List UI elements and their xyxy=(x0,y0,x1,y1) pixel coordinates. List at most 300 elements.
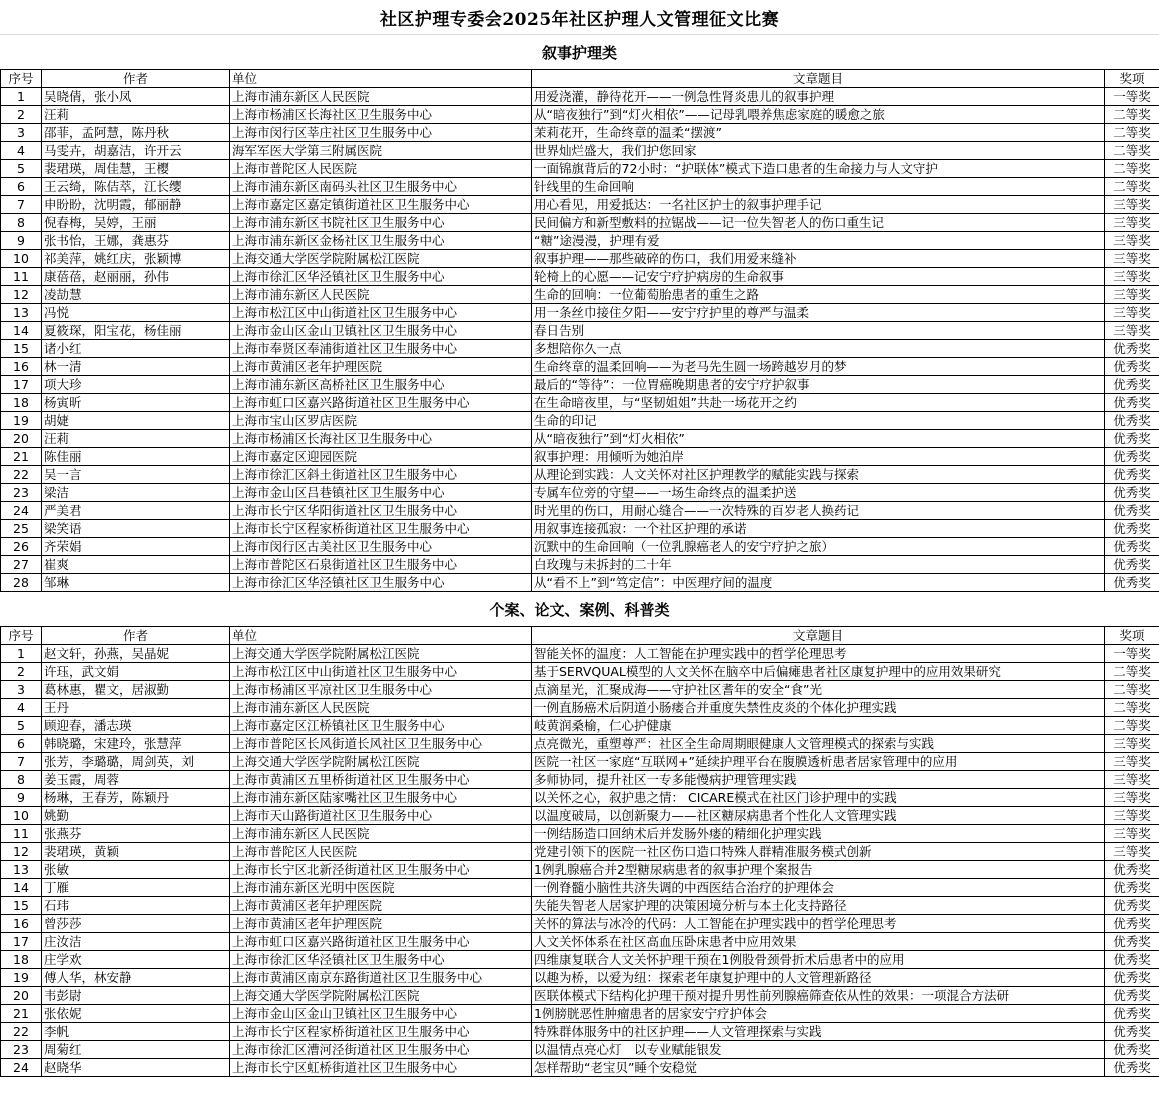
cell-unit: 上海市浦东新区光明中医医院 xyxy=(230,879,532,897)
cell-unit: 上海市长宁区北新泾街道社区卫生服务中心 xyxy=(230,861,532,879)
cell-unit: 上海市浦东新区人民医院 xyxy=(230,825,532,843)
cell-award: 优秀奖 xyxy=(1105,951,1159,969)
cell-award: 二等奖 xyxy=(1105,663,1159,681)
cell-author: 韦彭尉 xyxy=(42,987,230,1005)
cell-author: 傅人华，林安静 xyxy=(42,969,230,987)
cell-unit: 上海市松江区中山街道社区卫生服务中心 xyxy=(230,663,532,681)
table-row xyxy=(1,699,1159,717)
cell-author: 顾迎春，潘志瑛 xyxy=(42,717,230,735)
cell-award: 三等奖 xyxy=(1105,250,1159,268)
cell-author: 吴晓倩，张小凤 xyxy=(42,88,230,106)
cell-index: 2 xyxy=(1,663,42,681)
cell-author: 陈佳丽 xyxy=(42,448,230,466)
cell-index: 16 xyxy=(1,915,42,933)
table-row xyxy=(1,1059,1159,1077)
cell-unit: 上海交通大学医学院附属松江医院 xyxy=(230,753,532,771)
cell-article-title: 一例直肠癌术后阴道小肠瘘合并重度失禁性皮炎的个体化护理实践 xyxy=(532,699,1105,717)
cell-article-title: 失能失智老人居家护理的决策困境分析与本土化支持路径 xyxy=(532,897,1105,915)
cell-award: 优秀奖 xyxy=(1105,520,1159,538)
cell-award: 优秀奖 xyxy=(1105,1023,1159,1041)
table-header-row xyxy=(1,70,1159,88)
cell-author: 申盼盼，沈明霞，郁丽静 xyxy=(42,196,230,214)
table-row xyxy=(1,250,1159,268)
cell-award: 优秀奖 xyxy=(1105,1005,1159,1023)
cell-author: 王丹 xyxy=(42,699,230,717)
table-row xyxy=(1,484,1159,502)
cell-index: 12 xyxy=(1,843,42,861)
cell-index: 6 xyxy=(1,178,42,196)
cell-index: 18 xyxy=(1,394,42,412)
table-row xyxy=(1,268,1159,286)
cell-article-title: 从“看不上”到“笃定信”：中医理疗间的温度 xyxy=(532,574,1105,592)
cell-unit: 上海市黄浦区老年护理医院 xyxy=(230,915,532,933)
cell-index: 20 xyxy=(1,987,42,1005)
cell-index: 5 xyxy=(1,717,42,735)
cell-unit: 上海市普陀区石泉街道社区卫生服务中心 xyxy=(230,556,532,574)
cell-unit: 上海市普陀区长风街道长风社区卫生服务中心 xyxy=(230,735,532,753)
cell-award: 二等奖 xyxy=(1105,178,1159,196)
cell-award: 优秀奖 xyxy=(1105,933,1159,951)
table-row xyxy=(1,969,1159,987)
cell-article-title: 党建引领下的医院一社区伤口造口特殊人群精准服务模式创新 xyxy=(532,843,1105,861)
cell-index: 10 xyxy=(1,807,42,825)
cell-unit: 上海市杨浦区长海社区卫生服务中心 xyxy=(230,106,532,124)
cell-index: 11 xyxy=(1,268,42,286)
cell-index: 7 xyxy=(1,196,42,214)
cell-award: 优秀奖 xyxy=(1105,448,1159,466)
cell-article-title: 从“暗夜独行”到“灯火相依” xyxy=(532,430,1105,448)
cell-article-title: 生命的回响：一位葡萄胎患者的重生之路 xyxy=(532,286,1105,304)
cell-article-title: 生命终章的温柔回响——为老马先生圆一场跨越岁月的梦 xyxy=(532,358,1105,376)
cell-unit: 上海市闵行区莘庄社区卫生服务中心 xyxy=(230,124,532,142)
cell-unit: 上海市松江区中山街道社区卫生服务中心 xyxy=(230,304,532,322)
cell-unit: 上海市黄浦区五里桥街道社区卫生服务中心 xyxy=(230,771,532,789)
cell-unit: 上海市浦东新区南码头社区卫生服务中心 xyxy=(230,178,532,196)
cell-unit: 上海市黄浦区南京东路街道社区卫生服务中心 xyxy=(230,969,532,987)
header-article-title: 文章题目 xyxy=(532,70,1105,88)
cell-index: 14 xyxy=(1,879,42,897)
cell-award: 三等奖 xyxy=(1105,304,1159,322)
cell-unit: 海军军医大学第三附属医院 xyxy=(230,142,532,160)
cell-author: 庄学欢 xyxy=(42,951,230,969)
cell-award: 优秀奖 xyxy=(1105,502,1159,520)
cell-author: 梁洁 xyxy=(42,484,230,502)
table-row xyxy=(1,520,1159,538)
cell-index: 1 xyxy=(1,645,42,663)
awards-table xyxy=(0,626,1159,1077)
cell-author: 严美君 xyxy=(42,502,230,520)
cell-index: 2 xyxy=(1,106,42,124)
cell-index: 9 xyxy=(1,789,42,807)
cell-index: 4 xyxy=(1,142,42,160)
cell-article-title: 以关怀之心，叙护患之情： CICARE模式在社区门诊护理中的实践 xyxy=(532,789,1105,807)
header-index: 序号 xyxy=(1,627,42,645)
cell-unit: 上海交通大学医学院附属松江医院 xyxy=(230,250,532,268)
cell-index: 19 xyxy=(1,412,42,430)
cell-unit: 上海市嘉定区迎园医院 xyxy=(230,448,532,466)
table-row xyxy=(1,789,1159,807)
cell-unit: 上海市虹口区嘉兴路街道社区卫生服务中心 xyxy=(230,933,532,951)
table-row xyxy=(1,394,1159,412)
cell-award: 二等奖 xyxy=(1105,699,1159,717)
header-index: 序号 xyxy=(1,70,42,88)
cell-index: 16 xyxy=(1,358,42,376)
cell-unit: 上海市闵行区古美社区卫生服务中心 xyxy=(230,538,532,556)
cell-award: 三等奖 xyxy=(1105,214,1159,232)
cell-article-title: 一例结肠造口回纳术后并发肠外瘘的精细化护理实践 xyxy=(532,825,1105,843)
cell-unit: 上海市浦东新区陆家嘴社区卫生服务中心 xyxy=(230,789,532,807)
cell-author: 周菊红 xyxy=(42,1041,230,1059)
cell-award: 三等奖 xyxy=(1105,322,1159,340)
header-author: 作者 xyxy=(42,70,230,88)
cell-unit: 上海市金山区金山卫镇社区卫生服务中心 xyxy=(230,322,532,340)
cell-author: 祁美萍，姚红庆，张颖博 xyxy=(42,250,230,268)
cell-unit: 上海市普陀区人民医院 xyxy=(230,160,532,178)
cell-index: 8 xyxy=(1,771,42,789)
cell-award: 优秀奖 xyxy=(1105,879,1159,897)
cell-article-title: 民间偏方和新型敷料的拉锯战——记一位失智老人的伤口重生记 xyxy=(532,214,1105,232)
cell-award: 三等奖 xyxy=(1105,286,1159,304)
cell-index: 18 xyxy=(1,951,42,969)
cell-index: 25 xyxy=(1,520,42,538)
cell-article-title: 多想陪你久一点 xyxy=(532,340,1105,358)
cell-award: 优秀奖 xyxy=(1105,1059,1159,1077)
table-row xyxy=(1,196,1159,214)
cell-author: 林一清 xyxy=(42,358,230,376)
table-row xyxy=(1,232,1159,250)
cell-author: 许珏，武文娟 xyxy=(42,663,230,681)
cell-author: 马雯卉，胡嘉洁，许开云 xyxy=(42,142,230,160)
table-row xyxy=(1,538,1159,556)
cell-unit: 上海市普陀区人民医院 xyxy=(230,843,532,861)
cell-unit: 上海交通大学医学院附属松江医院 xyxy=(230,645,532,663)
cell-article-title: 医院一社区一家庭“互联网+”延续护理平台在腹膜透析患者居家管理中的应用 xyxy=(532,753,1105,771)
cell-award: 优秀奖 xyxy=(1105,1041,1159,1059)
cell-award: 优秀奖 xyxy=(1105,915,1159,933)
cell-author: 齐荣娟 xyxy=(42,538,230,556)
cell-author: 胡婕 xyxy=(42,412,230,430)
cell-article-title: 用一条丝巾接住夕阳——安宁疗护里的尊严与温柔 xyxy=(532,304,1105,322)
cell-index: 28 xyxy=(1,574,42,592)
cell-article-title: 专属车位旁的守望——一场生命终点的温柔护送 xyxy=(532,484,1105,502)
table-row xyxy=(1,681,1159,699)
cell-unit: 上海市虹口区嘉兴路街道社区卫生服务中心 xyxy=(230,394,532,412)
cell-index: 22 xyxy=(1,1023,42,1041)
cell-index: 17 xyxy=(1,376,42,394)
cell-article-title: 以温情点亮心灯 以专业赋能银发 xyxy=(532,1041,1105,1059)
cell-article-title: 点亮微光，重塑尊严：社区全生命周期眼健康人文管理模式的探索与实践 xyxy=(532,735,1105,753)
cell-article-title: 1例乳腺癌合并2型糖尿病患者的叙事护理个案报告 xyxy=(532,861,1105,879)
cell-article-title: 生命的印记 xyxy=(532,412,1105,430)
cell-author: 杨寅昕 xyxy=(42,394,230,412)
table-row xyxy=(1,376,1159,394)
cell-article-title: 在生命暗夜里，与“坚韧姐姐”共赴一场花开之约 xyxy=(532,394,1105,412)
cell-unit: 上海市金山区金山卫镇社区卫生服务中心 xyxy=(230,1005,532,1023)
cell-award: 三等奖 xyxy=(1105,771,1159,789)
table-row xyxy=(1,1023,1159,1041)
cell-award: 优秀奖 xyxy=(1105,466,1159,484)
cell-index: 1 xyxy=(1,88,42,106)
cell-article-title: 茉莉花开，生命终章的温柔“摆渡” xyxy=(532,124,1105,142)
table-row xyxy=(1,574,1159,592)
cell-index: 9 xyxy=(1,232,42,250)
cell-award: 优秀奖 xyxy=(1105,430,1159,448)
cell-index: 3 xyxy=(1,681,42,699)
cell-index: 22 xyxy=(1,466,42,484)
cell-index: 26 xyxy=(1,538,42,556)
cell-author: 凌劼慧 xyxy=(42,286,230,304)
table-row xyxy=(1,753,1159,771)
cell-award: 优秀奖 xyxy=(1105,897,1159,915)
cell-author: 赵晓华 xyxy=(42,1059,230,1077)
cell-index: 23 xyxy=(1,484,42,502)
table-row xyxy=(1,663,1159,681)
table-row xyxy=(1,825,1159,843)
cell-article-title: 以趣为桥，以爱为纽：探索老年康复护理中的人文管理新路径 xyxy=(532,969,1105,987)
cell-award: 优秀奖 xyxy=(1105,412,1159,430)
cell-unit: 上海市浦东新区人民医院 xyxy=(230,88,532,106)
table-row xyxy=(1,771,1159,789)
table-row xyxy=(1,645,1159,663)
cell-article-title: 基于SERVQUAL模型的人文关怀在脑卒中后偏瘫患者社区康复护理中的应用效果研究 xyxy=(532,663,1105,681)
table-row xyxy=(1,160,1159,178)
cell-award: 三等奖 xyxy=(1105,807,1159,825)
header-award: 奖项 xyxy=(1105,627,1159,645)
cell-article-title: 沉默中的生命回响（一位乳腺癌老人的安宁疗护之旅） xyxy=(532,538,1105,556)
cell-index: 15 xyxy=(1,340,42,358)
cell-author: 邹琳 xyxy=(42,574,230,592)
cell-award: 一等奖 xyxy=(1105,645,1159,663)
cell-article-title: 一面锦旗背后的72小时：“护联体”模式下造口患者的生命接力与人文守护 xyxy=(532,160,1105,178)
cell-article-title: 世界灿烂盛大，我们护您回家 xyxy=(532,142,1105,160)
table-row xyxy=(1,843,1159,861)
cell-article-title: 轮椅上的心愿——记安宁疗护病房的生命叙事 xyxy=(532,268,1105,286)
cell-index: 24 xyxy=(1,502,42,520)
cell-unit: 上海市黄浦区老年护理医院 xyxy=(230,897,532,915)
cell-unit: 上海市金山区吕巷镇社区卫生服务中心 xyxy=(230,484,532,502)
table-row xyxy=(1,466,1159,484)
section-title-row xyxy=(0,592,1159,626)
cell-author: 庄汝洁 xyxy=(42,933,230,951)
cell-unit: 上海市天山路街道社区卫生服务中心 xyxy=(230,807,532,825)
cell-article-title: 春日告别 xyxy=(532,322,1105,340)
cell-author: 张依妮 xyxy=(42,1005,230,1023)
cell-unit: 上海市黄浦区老年护理医院 xyxy=(230,358,532,376)
cell-index: 5 xyxy=(1,160,42,178)
cell-article-title: 怎样帮助“老宝贝”睡个安稳觉 xyxy=(532,1059,1105,1077)
cell-article-title: 针线里的生命回响 xyxy=(532,178,1105,196)
cell-article-title: 人文关怀体系在社区高血压卧床患者中应用效果 xyxy=(532,933,1105,951)
cell-award: 优秀奖 xyxy=(1105,358,1159,376)
header-unit: 单位 xyxy=(230,627,532,645)
cell-article-title: 从理论到实践：人文关怀对社区护理教学的赋能实践与探索 xyxy=(532,466,1105,484)
cell-author: 吴一言 xyxy=(42,466,230,484)
cell-author: 夏筱琛，阳宝花，杨佳丽 xyxy=(42,322,230,340)
awards-table xyxy=(0,69,1159,592)
cell-index: 14 xyxy=(1,322,42,340)
cell-award: 三等奖 xyxy=(1105,825,1159,843)
cell-article-title: 医联体模式下结构化护理干预对提升男性前列腺癌筛查依从性的效果：一项混合方法研 xyxy=(532,987,1105,1005)
cell-unit: 上海市浦东新区高桥社区卫生服务中心 xyxy=(230,376,532,394)
sections-container xyxy=(0,35,1159,1077)
table-row xyxy=(1,358,1159,376)
table-row xyxy=(1,106,1159,124)
cell-unit: 上海市浦东新区人民医院 xyxy=(230,699,532,717)
cell-unit: 上海市徐汇区华泾镇社区卫生服务中心 xyxy=(230,574,532,592)
cell-author: 姜玉霞，周蓉 xyxy=(42,771,230,789)
cell-article-title: 特殊群体服务中的社区护理——人文管理探索与实践 xyxy=(532,1023,1105,1041)
cell-author: 张芳，李璐璐，周剑英，刘 xyxy=(42,753,230,771)
table-row xyxy=(1,556,1159,574)
section-title-row xyxy=(0,35,1159,69)
document-title-row xyxy=(0,0,1159,35)
cell-index: 3 xyxy=(1,124,42,142)
section-title: 个案、论文、案例、科普类 xyxy=(489,600,670,619)
cell-award: 三等奖 xyxy=(1105,843,1159,861)
header-author: 作者 xyxy=(42,627,230,645)
cell-article-title: 一例脊髓小脑性共济失调的中西医结合治疗的护理体会 xyxy=(532,879,1105,897)
cell-unit: 上海市徐汇区斜土街道社区卫生服务中心 xyxy=(230,466,532,484)
cell-author: 汪莉 xyxy=(42,430,230,448)
cell-index: 21 xyxy=(1,448,42,466)
cell-author: 梁笑语 xyxy=(42,520,230,538)
cell-unit: 上海交通大学医学院附属松江医院 xyxy=(230,987,532,1005)
cell-index: 10 xyxy=(1,250,42,268)
cell-index: 7 xyxy=(1,753,42,771)
table-row xyxy=(1,124,1159,142)
cell-author: 石玮 xyxy=(42,897,230,915)
table-row xyxy=(1,304,1159,322)
cell-award: 优秀奖 xyxy=(1105,484,1159,502)
cell-author: 冯悦 xyxy=(42,304,230,322)
cell-index: 12 xyxy=(1,286,42,304)
cell-author: 倪春梅，吴婷，王丽 xyxy=(42,214,230,232)
cell-unit: 上海市徐汇区华泾镇社区卫生服务中心 xyxy=(230,268,532,286)
table-row xyxy=(1,88,1159,106)
cell-author: 项大珍 xyxy=(42,376,230,394)
cell-award: 优秀奖 xyxy=(1105,556,1159,574)
table-row xyxy=(1,807,1159,825)
cell-article-title: 用爱浇灌，静待花开——一例急性肾炎患儿的叙事护理 xyxy=(532,88,1105,106)
cell-author: 崔爽 xyxy=(42,556,230,574)
cell-author: 裴珺瑛，黄颖 xyxy=(42,843,230,861)
cell-author: 裴珺瑛，周佳慧，王樱 xyxy=(42,160,230,178)
cell-award: 优秀奖 xyxy=(1105,340,1159,358)
table-row xyxy=(1,951,1159,969)
table-row xyxy=(1,933,1159,951)
cell-author: 诸小红 xyxy=(42,340,230,358)
table-row xyxy=(1,1041,1159,1059)
cell-article-title: 岐黄润桑榆，仁心护健康 xyxy=(532,717,1105,735)
table-row xyxy=(1,897,1159,915)
cell-author: 张燕芬 xyxy=(42,825,230,843)
cell-award: 三等奖 xyxy=(1105,196,1159,214)
header-award: 奖项 xyxy=(1105,70,1159,88)
cell-award: 二等奖 xyxy=(1105,717,1159,735)
cell-award: 二等奖 xyxy=(1105,160,1159,178)
cell-index: 19 xyxy=(1,969,42,987)
cell-unit: 上海市长宁区华阳街道社区卫生服务中心 xyxy=(230,502,532,520)
cell-article-title: 从“暗夜独行”到“灯火相依”——记母乳喂养焦虑家庭的暖愈之旅 xyxy=(532,106,1105,124)
table-row xyxy=(1,717,1159,735)
cell-unit: 上海市杨浦区长海社区卫生服务中心 xyxy=(230,430,532,448)
cell-article-title: 点滴星光，汇聚成海——守护社区耆年的安全“食”光 xyxy=(532,681,1105,699)
cell-award: 三等奖 xyxy=(1105,753,1159,771)
cell-unit: 上海市长宁区虹桥街道社区卫生服务中心 xyxy=(230,1059,532,1077)
cell-award: 优秀奖 xyxy=(1105,861,1159,879)
cell-award: 三等奖 xyxy=(1105,789,1159,807)
cell-unit: 上海市杨浦区平凉社区卫生服务中心 xyxy=(230,681,532,699)
cell-index: 24 xyxy=(1,1059,42,1077)
table-row xyxy=(1,502,1159,520)
cell-article-title: 四维康复联合人文关怀护理干预在1例股骨颈骨折术后患者中的应用 xyxy=(532,951,1105,969)
cell-unit: 上海市徐汇区华泾镇社区卫生服务中心 xyxy=(230,951,532,969)
cell-unit: 上海市嘉定区江桥镇社区卫生服务中心 xyxy=(230,717,532,735)
cell-index: 6 xyxy=(1,735,42,753)
header-unit: 单位 xyxy=(230,70,532,88)
section-title: 叙事护理类 xyxy=(541,43,617,62)
table-row xyxy=(1,340,1159,358)
cell-award: 优秀奖 xyxy=(1105,969,1159,987)
table-row xyxy=(1,214,1159,232)
cell-article-title: 1例膀胱恶性肿瘤患者的居家安宁疗护体会 xyxy=(532,1005,1105,1023)
cell-award: 一等奖 xyxy=(1105,88,1159,106)
table-row xyxy=(1,735,1159,753)
cell-author: 韩晓璐，宋建玲，张慧萍 xyxy=(42,735,230,753)
table-row xyxy=(1,448,1159,466)
cell-article-title: 多师协同，提升社区一专多能慢病护理管理实践 xyxy=(532,771,1105,789)
cell-article-title: 叙事护理——那些破碎的伤口，我们用爱来缝补 xyxy=(532,250,1105,268)
cell-unit: 上海市长宁区程家桥街道社区卫生服务中心 xyxy=(230,1023,532,1041)
cell-award: 优秀奖 xyxy=(1105,574,1159,592)
table-row xyxy=(1,915,1159,933)
cell-award: 二等奖 xyxy=(1105,106,1159,124)
cell-author: 王云绮，陈佶萃，江长缨 xyxy=(42,178,230,196)
cell-unit: 上海市宝山区罗店医院 xyxy=(230,412,532,430)
cell-author: 康蓓蓓，赵丽丽，孙伟 xyxy=(42,268,230,286)
cell-unit: 上海市浦东新区金杨社区卫生服务中心 xyxy=(230,232,532,250)
cell-award: 优秀奖 xyxy=(1105,987,1159,1005)
cell-article-title: 以温度破局，以创新聚力——社区糖尿病患者个性化人文管理实践 xyxy=(532,807,1105,825)
cell-index: 23 xyxy=(1,1041,42,1059)
cell-unit: 上海市浦东新区人民医院 xyxy=(230,286,532,304)
cell-unit: 上海市浦东新区书院社区卫生服务中心 xyxy=(230,214,532,232)
cell-author: 邵菲，孟阿慧，陈丹秋 xyxy=(42,124,230,142)
cell-author: 李帆 xyxy=(42,1023,230,1041)
table-row xyxy=(1,286,1159,304)
table-row xyxy=(1,987,1159,1005)
table-row xyxy=(1,861,1159,879)
cell-award: 二等奖 xyxy=(1105,681,1159,699)
cell-index: 17 xyxy=(1,933,42,951)
document-title: 社区护理专委会2025年社区护理人文管理征文比赛 xyxy=(379,9,780,30)
table-row xyxy=(1,879,1159,897)
cell-article-title: “糖”途漫漫，护理有爱 xyxy=(532,232,1105,250)
cell-author: 张书怡，王娜，龚惠芬 xyxy=(42,232,230,250)
cell-author: 葛林惠，瞿文，居淑勤 xyxy=(42,681,230,699)
cell-article-title: 白玫瑰与未拆封的二十年 xyxy=(532,556,1105,574)
cell-award: 二等奖 xyxy=(1105,124,1159,142)
cell-unit: 上海市长宁区程家桥街道社区卫生服务中心 xyxy=(230,520,532,538)
cell-index: 4 xyxy=(1,699,42,717)
cell-unit: 上海市嘉定区嘉定镇街道社区卫生服务中心 xyxy=(230,196,532,214)
cell-article-title: 叙事护理：用倾听为她泊岸 xyxy=(532,448,1105,466)
cell-index: 15 xyxy=(1,897,42,915)
cell-author: 赵文轩，孙燕，吴晶妮 xyxy=(42,645,230,663)
cell-award: 优秀奖 xyxy=(1105,376,1159,394)
cell-unit: 上海市奉贤区奉浦街道社区卫生服务中心 xyxy=(230,340,532,358)
cell-award: 二等奖 xyxy=(1105,142,1159,160)
